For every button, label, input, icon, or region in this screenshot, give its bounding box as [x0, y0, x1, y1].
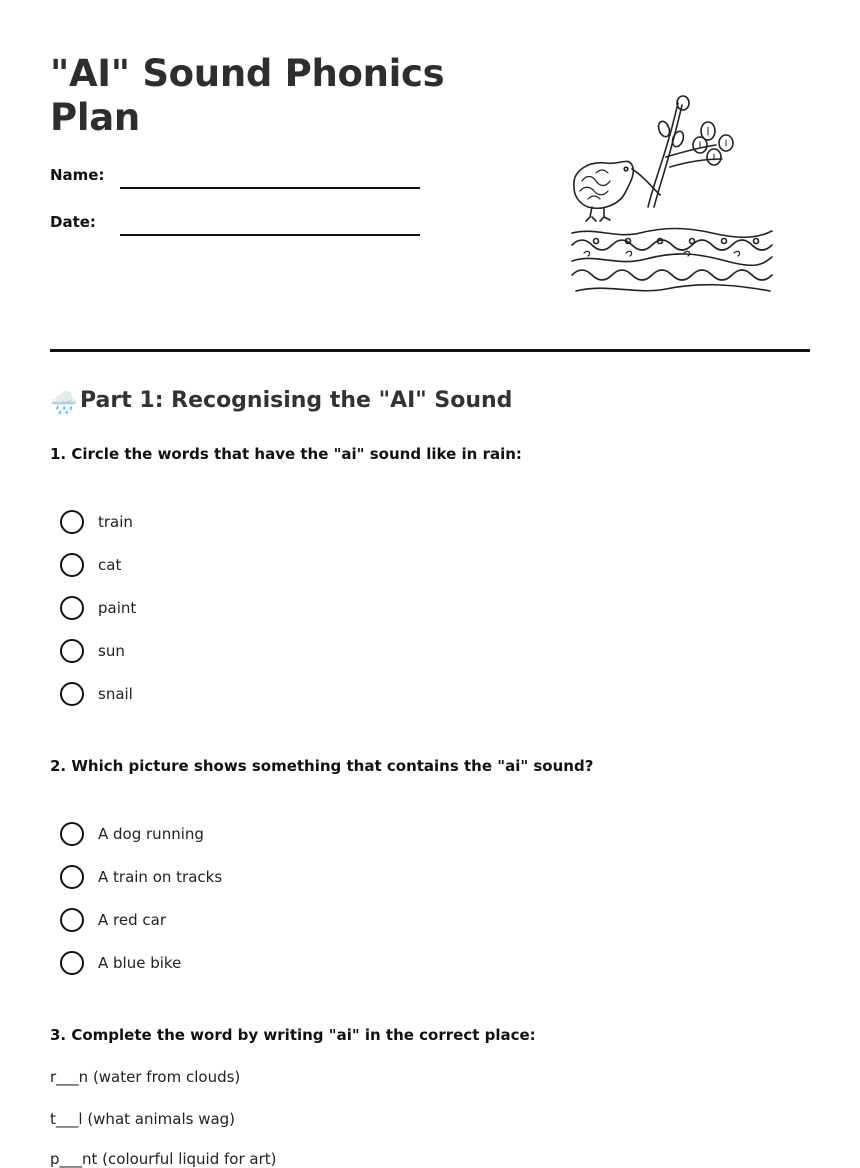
- radio-circle[interactable]: [60, 822, 84, 846]
- rain-cloud-icon: 🌧️: [50, 391, 78, 416]
- option-label: A train on tracks: [98, 868, 223, 886]
- radio-circle[interactable]: [60, 596, 84, 620]
- date-field[interactable]: [120, 234, 420, 236]
- name-field[interactable]: [120, 187, 420, 189]
- question-2-option[interactable]: [60, 865, 222, 889]
- radio-circle[interactable]: [60, 682, 84, 706]
- radio-circle[interactable]: [60, 639, 84, 663]
- date-label: Date:: [50, 213, 96, 231]
- part1-title: [50, 388, 512, 416]
- fill-in-word: p___nt (colourful liquid for art): [50, 1150, 277, 1168]
- radio-circle[interactable]: [60, 553, 84, 577]
- option-label: A red car: [98, 911, 166, 929]
- radio-circle[interactable]: [60, 908, 84, 932]
- question-1-prompt: 1. Circle the words that have the "ai" sound like in rain:: [50, 445, 522, 463]
- radio-circle[interactable]: [60, 865, 84, 889]
- page-title: "AI" Sound Phonics Plan: [50, 52, 445, 139]
- question-2-option[interactable]: [60, 908, 166, 932]
- option-label: A blue bike: [98, 954, 182, 972]
- part1-title-text: Part 1: Recognising the "AI" Sound: [80, 388, 513, 413]
- question-1-option[interactable]: [60, 639, 125, 663]
- option-label: paint: [98, 599, 137, 617]
- question-1-option[interactable]: [60, 682, 133, 706]
- radio-circle[interactable]: [60, 510, 84, 534]
- question-3-prompt: 3. Complete the word by writing "ai" in the correct place:: [50, 1026, 536, 1044]
- option-label: A dog running: [98, 825, 204, 843]
- option-label: sun: [98, 642, 125, 660]
- question-1-option[interactable]: [60, 596, 136, 620]
- name-label: Name:: [50, 166, 105, 184]
- option-label: cat: [98, 556, 122, 574]
- kiwi-bird-river-illustration: [566, 95, 778, 301]
- question-2-option[interactable]: [60, 951, 181, 975]
- question-2-option[interactable]: [60, 822, 204, 846]
- question-2-prompt: 2. Which picture shows something that contains the "ai" sound?: [50, 757, 594, 775]
- question-1-option[interactable]: [60, 553, 121, 577]
- option-label: train: [98, 513, 133, 531]
- option-label: snail: [98, 685, 133, 703]
- section-divider: [50, 349, 810, 352]
- fill-in-word: r___n (water from clouds): [50, 1068, 241, 1086]
- fill-in-word: t___l (what animals wag): [50, 1110, 236, 1128]
- radio-circle[interactable]: [60, 951, 84, 975]
- question-1-option[interactable]: [60, 510, 133, 534]
